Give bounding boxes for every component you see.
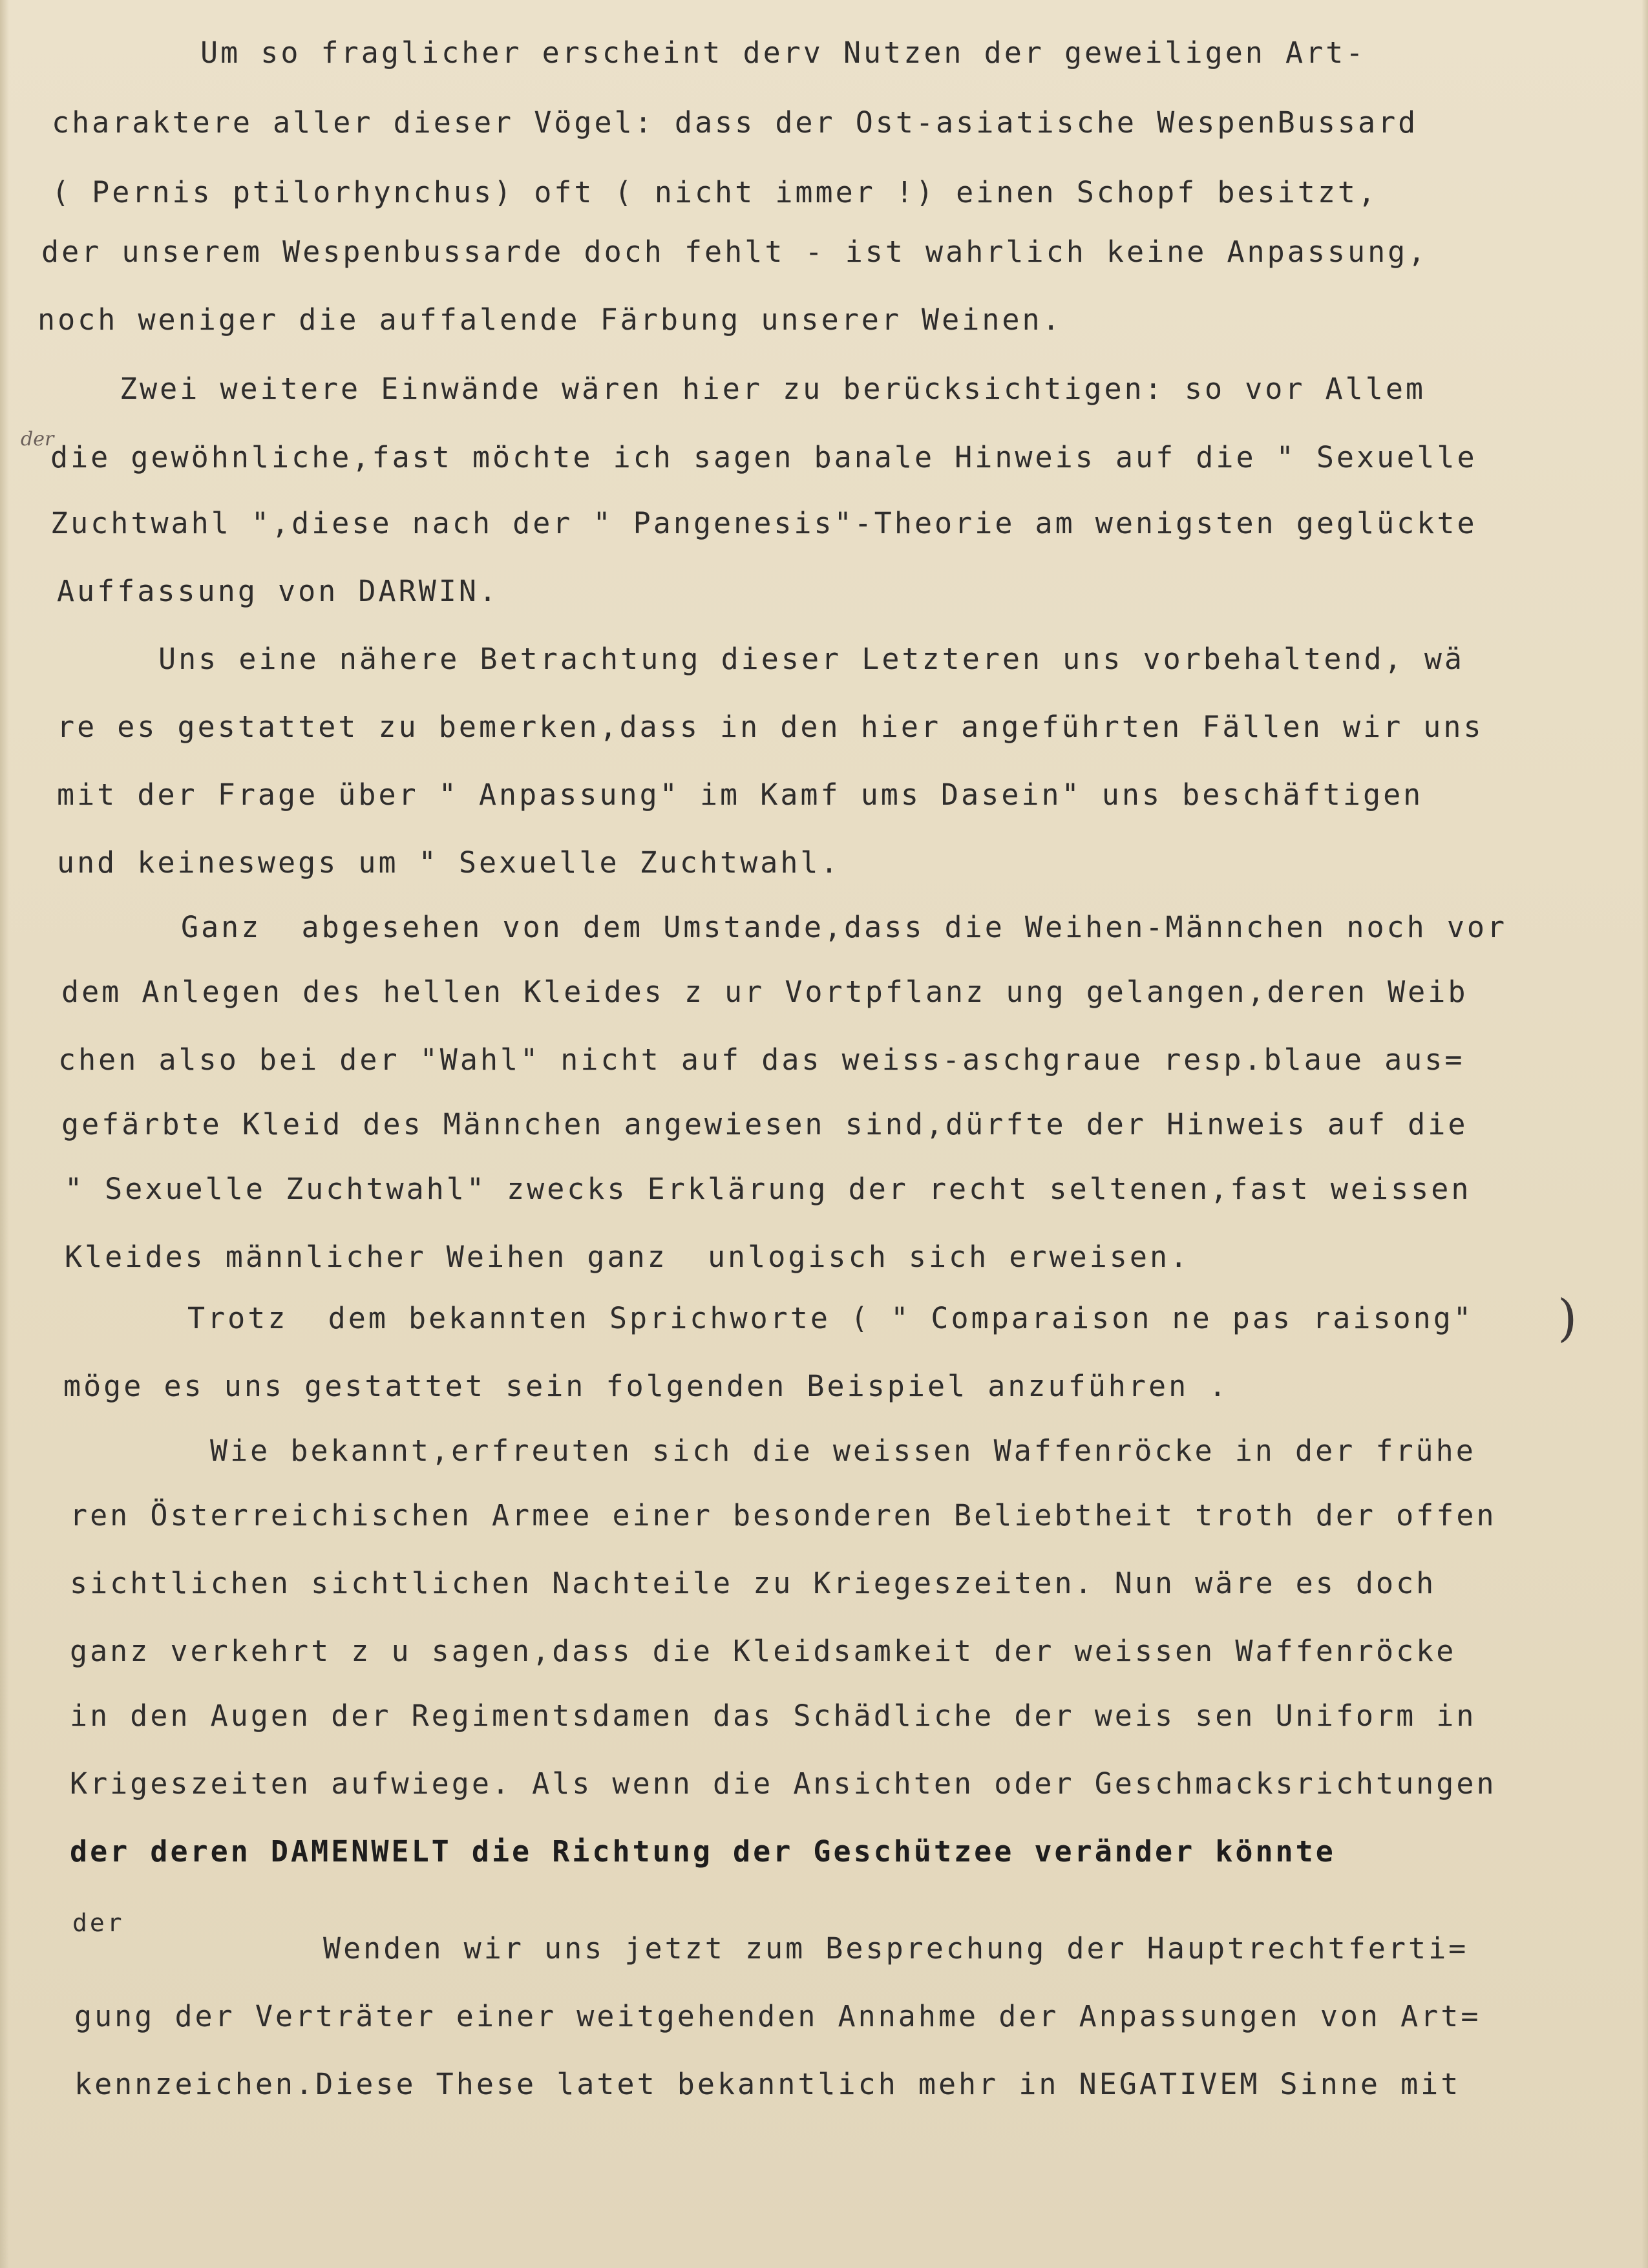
text-line: Wenden wir uns jetzt zum Besprechung der Hauptrechtferti= [323,1931,1469,1966]
text-line: dem Anlegen des hellen Kleides z ur Vortpflanz ung gelangen,deren Weib [61,975,1468,1009]
text-line: gefärbte Kleid des Männchen angewiesen sind,dürfte der Hinweis auf die [61,1107,1468,1141]
text-line: der [72,1909,125,1937]
text-line: gung der Verträter einer weitgehenden Annahme der Anpassungen von Art= [74,1999,1481,2033]
text-line: Zwei weitere Einwände wären hier zu berücksichtigen: so vor Allem [120,372,1426,406]
struck-through-line: der deren DAMENWELT die Richtung der Geschützee veränder könnte [70,1834,1336,1869]
handwritten-parenthesis: ) [1558,1289,1578,1348]
text-line: der unserem Wespenbussarde doch fehlt - ist wahrlich keine Anpassung, [41,235,1428,269]
text-line: charaktere aller dieser Vögel: dass der Ost-asiatische WespenBussard [52,105,1419,140]
handwritten-correction: der [21,428,54,450]
text-line: Kleides männlicher Weihen ganz unlogisch sich erweisen. [65,1240,1190,1274]
page-edge-left [0,0,9,2268]
text-line: Wie bekannt,erfreuten sich die weissen Waffenröcke in der frühe [210,1434,1476,1468]
text-line: Trotz dem bekannten Sprichworte ( " Comparaison ne pas raisong" [187,1301,1474,1335]
text-line: kennzeichen.Diese These latet bekanntlich mehr in NEGATIVEM Sinne mit [74,2067,1461,2101]
text-line: möge es uns gestattet sein folgenden Beispiel anzuführen . [63,1369,1229,1403]
text-line: sichtlichen sichtlichen Nachteile zu Kriegeszeiten. Nun wäre es doch [70,1566,1437,1600]
text-line: Auffassung von DARWIN. [57,574,500,608]
text-line: Uns eine nähere Betrachtung dieser Letzteren uns vorbehaltend, wä [158,642,1464,676]
text-line: Ganz abgesehen von dem Umstande,dass die Weihen-Männchen noch vor [181,910,1508,944]
text-line: Um so fraglicher erscheint derv Nutzen der geweiligen Art- [200,36,1366,70]
text-line: noch weniger die auffalende Färbung unserer Weinen. [37,302,1062,337]
text-line: in den Augen der Regimentsdamen das Schädliche der weis sen Uniform in [70,1699,1477,1733]
text-line: " Sexuelle Zuchtwahl" zwecks Erklärung der recht seltenen,fast weissen [65,1172,1472,1206]
text-line: ganz verkehrt z u sagen,dass die Kleidsamkeit der weissen Waffenröcke [70,1634,1457,1668]
text-line: re es gestattet zu bemerken,dass in den hier angeführten Fällen wir uns [57,710,1484,744]
page-edge-right [1642,0,1648,2268]
text-line: ( Pernis ptilorhynchus) oft ( nicht immer !) einen Schopf besitzt, [52,175,1379,209]
text-line: die gewöhnliche,fast möchte ich sagen banale Hinweis auf die " Sexuelle [50,440,1477,474]
text-line: Krigeszeiten aufwiege. Als wenn die Ansichten oder Geschmacksrichtungen [70,1766,1497,1801]
text-line: Zuchtwahl ",diese nach der " Pangenesis"-Theorie am wenigsten geglückte [50,506,1477,540]
text-line: chen also bei der "Wahl" nicht auf das weiss-aschgraue resp.blaue aus= [58,1043,1465,1077]
text-line: mit der Frage über " Anpassung" im Kamf ums Dasein" uns beschäftigen [57,778,1424,812]
text-line: ren Österreichischen Armee einer besonderen Beliebtheit troth der offen [70,1498,1497,1532]
text-line: und keineswegs um " Sexuelle Zuchtwahl. [57,845,841,880]
